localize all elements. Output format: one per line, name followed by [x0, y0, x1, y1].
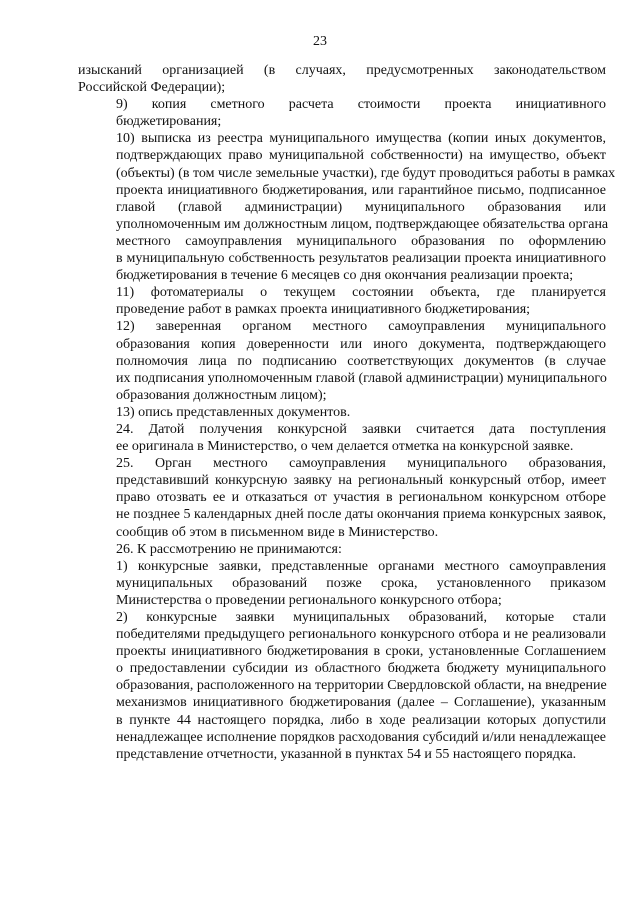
- text-line: их подписания уполномоченным главой (главой администрации) муниципального: [116, 370, 607, 386]
- text-line: 25. Орган местного самоуправления муниципального образования,: [116, 456, 606, 472]
- text-line: проекты инициативного бюджетирования в сроки, установленные Соглашением: [116, 644, 606, 660]
- text-line: местного самоуправления муниципального образования по оформлению: [116, 233, 606, 249]
- text-line: право отозвать ее и отказаться от участия в региональном конкурсном отборе: [116, 490, 606, 506]
- text-line: 11) фотоматериалы о текущем состоянии объекта, где планируется: [116, 285, 606, 301]
- text-line: уполномоченным им должностным лицом, подтверждающее обязательства органа: [116, 216, 609, 232]
- text-line: главой (главой администрации) муниципального образования или: [116, 199, 606, 215]
- text-line: механизмов инициативного бюджетирования (далее – Соглашение), указанным: [116, 695, 606, 711]
- text-line: 26. К рассмотрению не принимаются:: [116, 541, 342, 557]
- text-line: проекта инициативного бюджетирования, или гарантийное письмо, подписанное: [116, 182, 606, 198]
- text-line: в муниципальную собственность результатов реализации проекта инициативного: [116, 251, 606, 267]
- text-line: о предоставлении субсидии из областного бюджета бюджету муниципального: [116, 661, 606, 677]
- paragraph: [78, 421, 606, 455]
- text-line: представивший конкурсную заявку на региональный конкурсный отбор, имеет: [116, 473, 606, 489]
- text-line: образования должностным лицом);: [116, 387, 327, 403]
- text-line: 9) копия сметного расчета стоимости проекта инициативного: [116, 97, 606, 113]
- paragraph: [78, 558, 606, 609]
- text-line: 1) конкурсные заявки, представленные органами местного самоуправления: [116, 558, 606, 574]
- text-line: в пункте 44 настоящего порядка, либо в ходе реализации которых допустили: [116, 712, 606, 728]
- text-line: изысканий организацией (в случаях, предусмотренных законодательством: [78, 63, 606, 78]
- text-line: Министерства о проведении регионального конкурсного отбора;: [116, 592, 502, 608]
- paragraph: [78, 541, 606, 558]
- text-line: муниципальных образований позже срока, установленного приказом: [116, 575, 606, 591]
- text-line: представление отчетности, указанной в пунктах 54 и 55 настоящего порядка.: [116, 746, 577, 762]
- text-line: сообщив об этом в письменном виде в Министерство.: [116, 524, 439, 540]
- text-line: полномочия лица по подписанию соответствующих документов (в случае: [116, 353, 606, 369]
- paragraph: [78, 609, 606, 763]
- paragraph: [78, 130, 616, 284]
- text-line: (объекты) (в том числе земельные участки), где будут проводиться работы в рамках: [116, 165, 616, 181]
- text-line: 10) выписка из реестра муниципального имущества (копии иных документов,: [116, 131, 606, 147]
- text-line: ее оригинала в Министерство, о чем делается отметка на конкурсной заявке.: [116, 439, 574, 455]
- text-line: 24. Датой получения конкурсной заявки считается дата поступления: [116, 421, 606, 437]
- paragraph: [78, 404, 606, 421]
- text-line: Российской Федерации);: [78, 80, 226, 96]
- paragraph: [78, 96, 606, 130]
- page-number: 23: [313, 34, 327, 49]
- text-line: образования, расположенного на территории Свердловской области, на внедрение: [116, 678, 607, 694]
- document-body: [78, 62, 616, 763]
- text-line: 12) заверенная органом местного самоуправления муниципального: [116, 319, 606, 335]
- text-line: не позднее 5 календарных дней после даты окончания приема конкурсных заявок,: [116, 507, 607, 523]
- paragraph: [78, 284, 606, 318]
- text-line: бюджетирования;: [116, 114, 222, 130]
- text-line: бюджетирования в течение 6 месяцев со дня окончания реализации проекта;: [116, 268, 574, 284]
- text-line: ненадлежащее исполнение порядков расходования субсидий и/или ненадлежащее: [116, 729, 606, 745]
- text-line: подтверждающих право муниципальной собственности) на имущество, объект: [116, 148, 606, 164]
- text-line: 13) опись представленных документов.: [116, 404, 351, 420]
- paragraph: [78, 62, 606, 96]
- text-line: проведение работ в рамках проекта инициативного бюджетирования;: [116, 302, 531, 318]
- text-line: образования копия доверенности или иного документа, подтверждающего: [116, 336, 606, 352]
- paragraph: [78, 455, 606, 540]
- paragraph: [78, 318, 606, 403]
- text-line: победителями предыдущего регионального конкурсного отбора и не реализовали: [116, 627, 606, 643]
- text-line: 2) конкурсные заявки муниципальных образований, которые стали: [116, 610, 606, 625]
